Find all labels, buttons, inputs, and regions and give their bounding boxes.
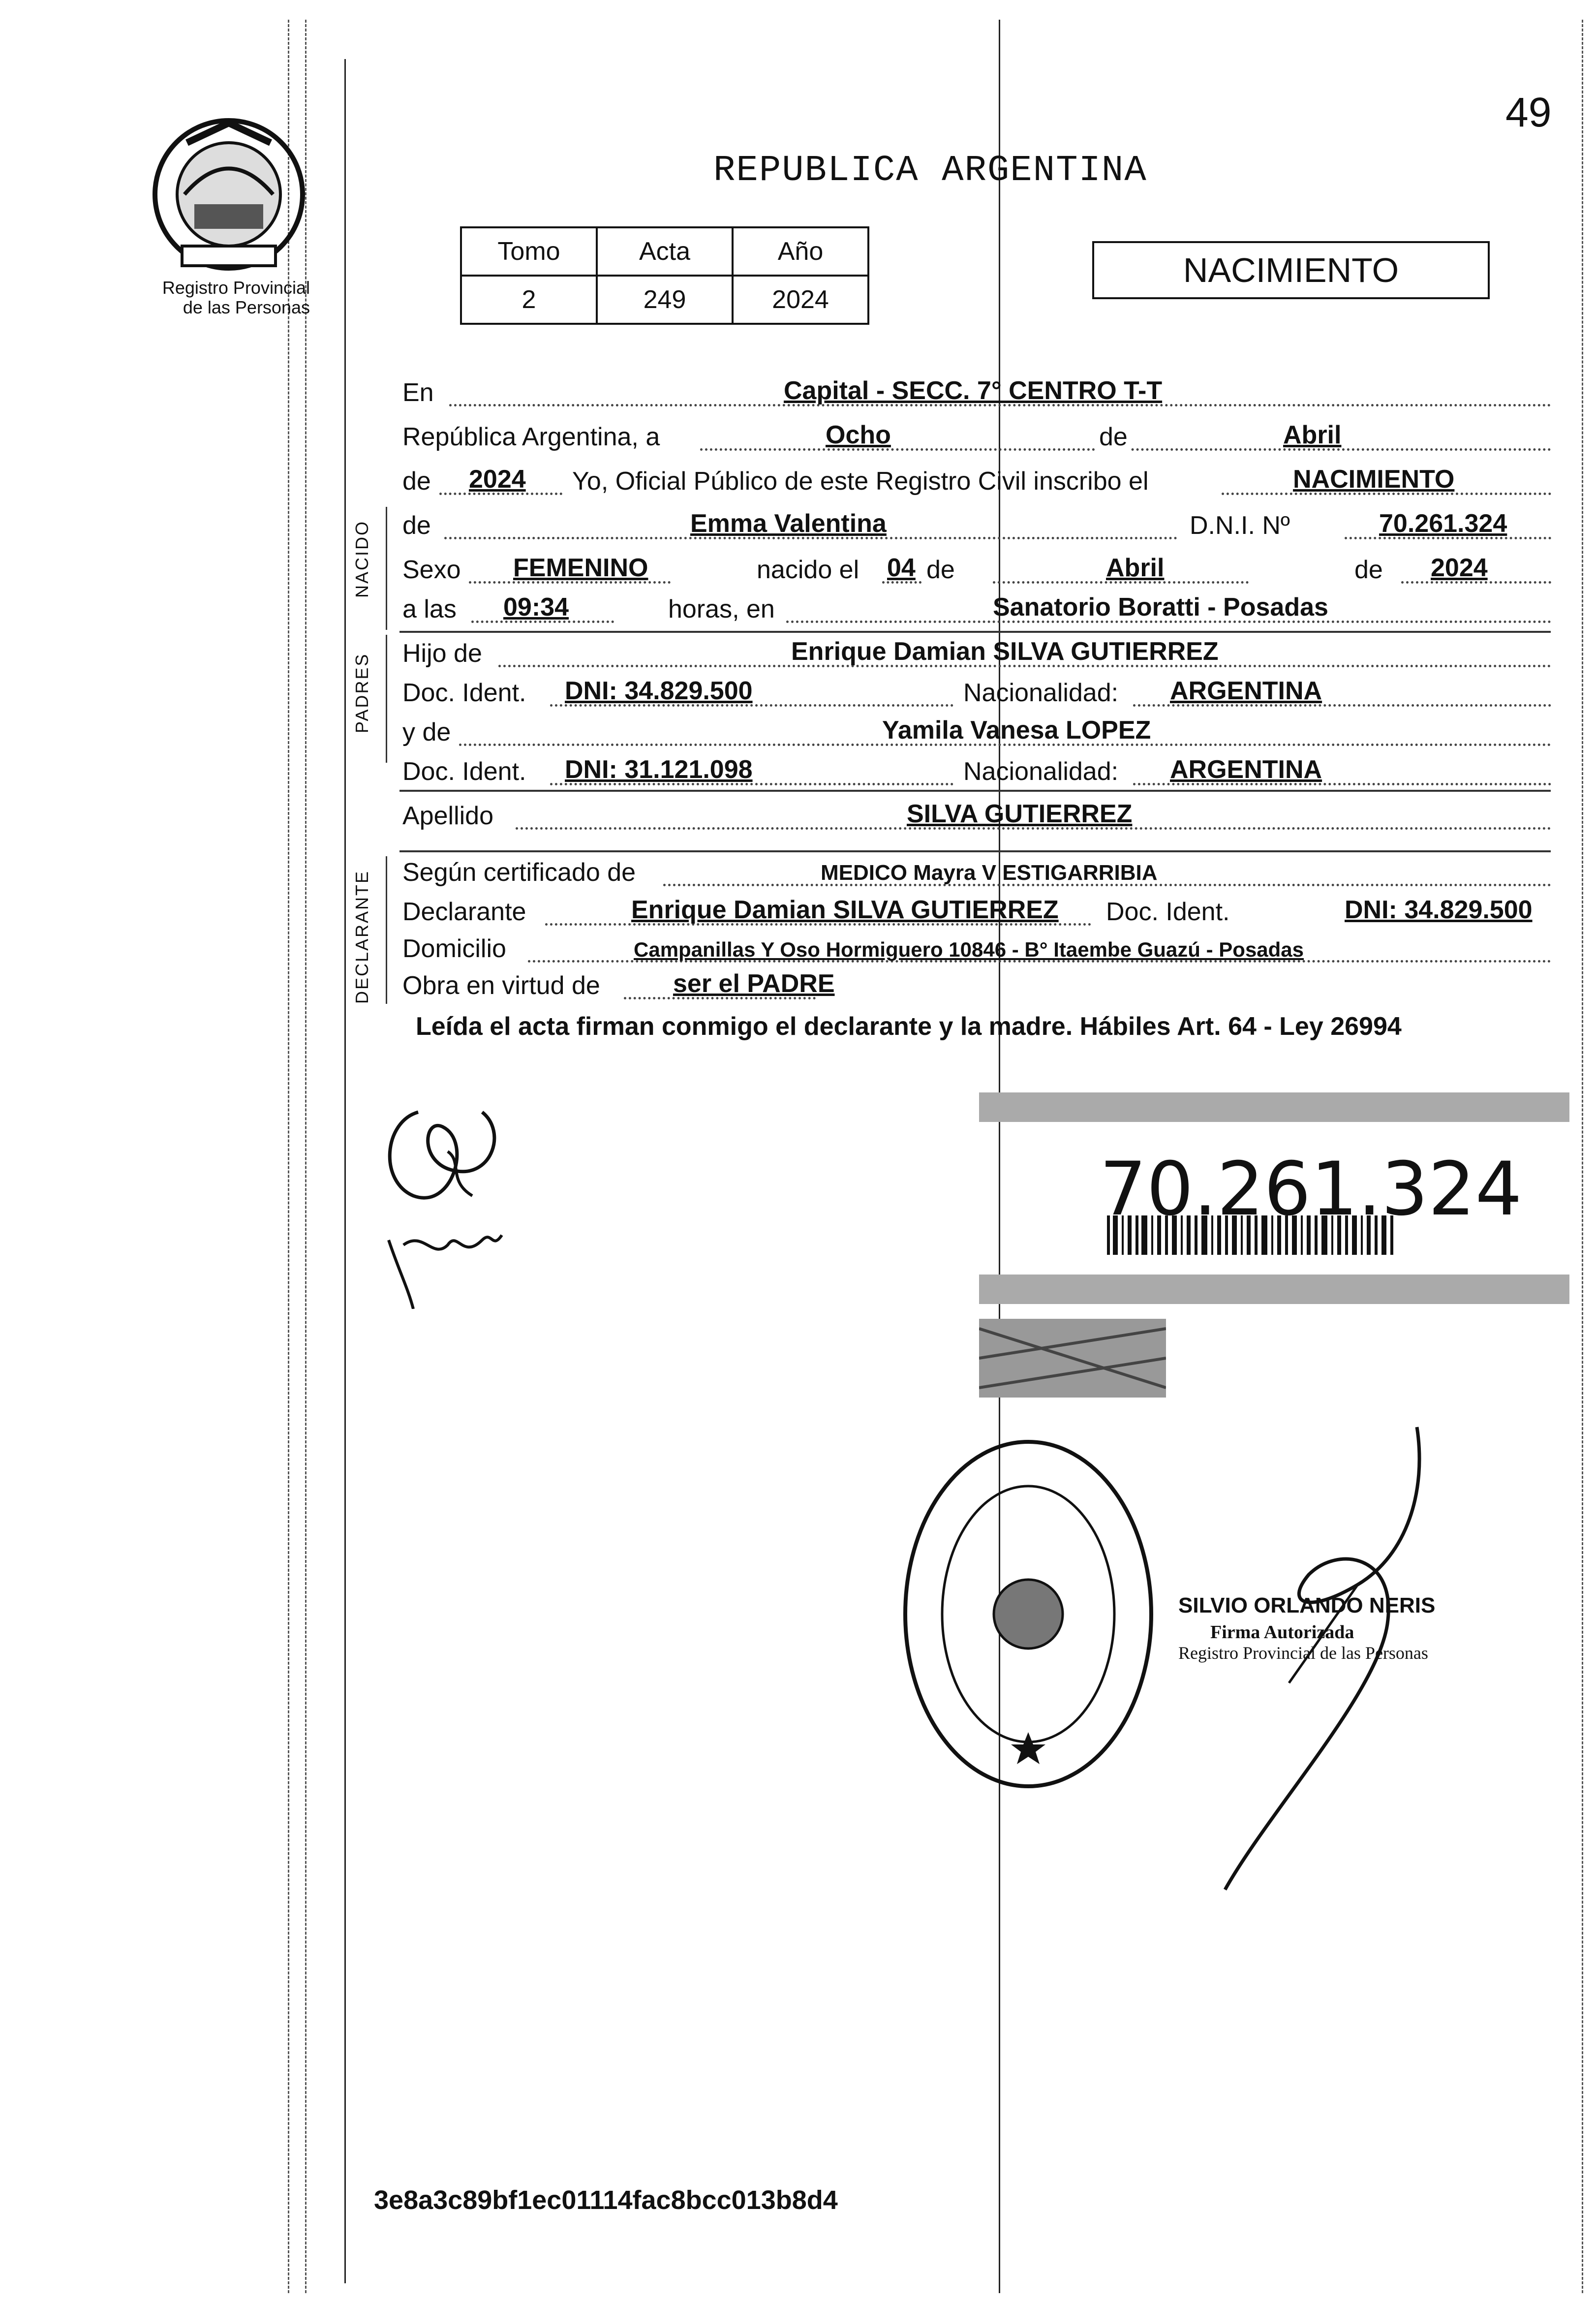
date-day: Ocho (826, 421, 891, 449)
margin-dashed-line (305, 20, 307, 2293)
side-label-declarant: DECLARANTE (352, 870, 372, 1004)
surname-value: SILVA GUTIERREZ (907, 800, 1133, 828)
child-born-month: Abril (1106, 554, 1165, 582)
sticker-number: 70.261.324 (1100, 1147, 1522, 1232)
child-birth-place: Sanatorio Boratti - Posadas (993, 593, 1328, 622)
father-doc: DNI: 34.829.500 (565, 677, 753, 705)
cert-value: MEDICO Mayra V ESTIGARRIBIA (821, 861, 1158, 885)
mother-doc: DNI: 31.121.098 (565, 755, 753, 784)
closing-text: Leída el acta firman conmigo el declarante y la madre. Hábiles Art. 64 - Ley 26994 (416, 1012, 1402, 1041)
reason-row: Obra en virtud de ser el PADRE (402, 969, 835, 1000)
official-role: Firma Autorizada (1210, 1622, 1354, 1643)
year-prefix: de (402, 467, 431, 496)
cert-row: Según certificado de MEDICO Mayra V ESTIGARRIBIA (402, 849, 1556, 894)
official-seal (900, 1437, 1156, 1791)
register-value: 2 (461, 276, 597, 324)
mother-row: y de Yamila Vanesa LOPEZ (402, 709, 1556, 754)
register-table (460, 226, 869, 325)
mother-doc-row: Doc. Ident. DNI: 31.121.098 Nacionalidad: ARGENTINA (402, 748, 1556, 793)
date-de-label: de (1096, 422, 1131, 452)
side-label-parents: PADRES (352, 653, 372, 733)
province-logo (148, 113, 310, 276)
logo-caption: Registro Provincial de las Personas (162, 278, 310, 317)
declarant-reason: ser el PADRE (673, 969, 835, 998)
declarant-address: Campanillas Y Oso Hormiguero 10846 - B° Itaembe Guazú - Posadas (634, 938, 1304, 961)
father-row: Hijo de Enrique Damian SILVA GUTIERREZ (402, 630, 1556, 675)
page-number: 49 (1505, 89, 1552, 135)
date-prefix: República Argentina, a (402, 423, 660, 451)
surname-row: Apellido SILVA GUTIERREZ (402, 792, 1556, 838)
document-title: REPUBLICA ARGENTINA (713, 150, 1147, 191)
child-born-year: 2024 (1431, 554, 1488, 582)
child-name-row: de Emma Valentina D.N.I. Nº 70.261.324 (402, 502, 1556, 547)
child-dni: 70.261.324 (1379, 509, 1507, 538)
father-nationality: ARGENTINA (1170, 677, 1322, 705)
official-name: SILVIO ORLANDO NERIS (1178, 1593, 1436, 1617)
right-margin-line (1582, 20, 1583, 2293)
signature-declarant (374, 1083, 536, 1309)
hologram-patch (979, 1319, 1166, 1398)
child-name: Emma Valentina (690, 509, 887, 538)
child-born-day: 04 (887, 554, 916, 582)
record-type-inline: NACIMIENTO (1293, 465, 1455, 494)
place-value: Capital - SECC. 7° CENTRO T-T (784, 376, 1163, 405)
declarant-doc: DNI: 34.829.500 (1345, 896, 1533, 924)
margin-dashed-line (288, 20, 289, 2293)
address-row: Domicilio Campanillas Y Oso Hormiguero 10846 - B° Itaembe Guazú - Posadas (402, 925, 1556, 970)
father-doc-row: Doc. Ident. DNI: 34.829.500 Nacionalidad: ARGENTINA (402, 669, 1556, 715)
year-value: 2024 (469, 465, 526, 494)
date-month: Abril (1283, 421, 1342, 449)
register-header: Año (733, 227, 868, 276)
date-row (402, 413, 1556, 459)
register-header: Tomo (461, 227, 597, 276)
child-sex: FEMENINO (513, 554, 648, 582)
father-name: Enrique Damian SILVA GUTIERREZ (791, 637, 1219, 666)
child-sex-row: Sexo FEMENINO nacido el 04 de Abril de 2024 (402, 546, 1556, 591)
declarant-name: Enrique Damian SILVA GUTIERREZ (631, 896, 1059, 924)
margin-line (344, 59, 346, 2283)
register-header: Acta (597, 227, 733, 276)
register-value: 2024 (733, 276, 868, 324)
place-label: En (402, 378, 434, 407)
declarant-row: Declarante Enrique Damian SILVA GUTIERREZ Doc. Ident. DNI: 34.829.500 (402, 896, 1533, 926)
register-value: 249 (597, 276, 733, 324)
year-row (402, 458, 1556, 503)
child-time: 09:34 (503, 593, 569, 622)
year-text: Yo, Oficial Público de este Registro Civil inscribo el (572, 467, 1149, 496)
document-hash: 3e8a3c89bf1ec01114fac8bcc013b8d4 (374, 2185, 838, 2215)
side-label-born: NACIDO (352, 520, 372, 598)
official-office: Registro Provincial de las Personas (1178, 1643, 1428, 1663)
mother-name: Yamila Vanesa LOPEZ (882, 716, 1151, 745)
place-row (402, 369, 1556, 414)
mother-nationality: ARGENTINA (1170, 755, 1322, 784)
record-type-box: NACIMIENTO (1092, 241, 1490, 299)
child-time-row: a las 09:34 horas, en Sanatorio Boratti - Posadas (402, 586, 1556, 631)
